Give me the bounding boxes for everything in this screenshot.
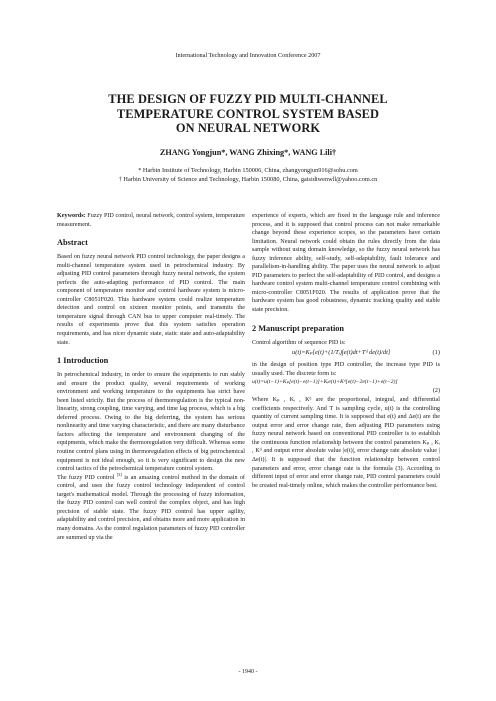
abstract-heading: Abstract — [57, 238, 88, 248]
citation-ref: [3] — [116, 471, 122, 477]
affiliation-1: * Harbin Institute of Technology, Harbin 150006, China, zhangyongjun916@sohu.com — [138, 167, 358, 174]
abstract-text: Based on fuzzy neural network PID control technology, the paper designs a multi-channel temperature system used in petrochemical industry. By adjusting PID control parameters through fuzzy neural network, the system perfects the auto-adapting performance of PID control. The main component of temperature monitor and control hardware system is micro-controller C8051F020. This hardware system could realize temperature detection and control on sixteen monitor points, and transmits the temperature signal through CAN bus to upper computer real-timely. The results of experiments prove that this system satisfies operation requirements, and has nicer dynamic state, static state and auto-adaptability state. — [57, 254, 245, 346]
right-column — [252, 212, 440, 490]
equation-1 — [252, 347, 440, 361]
keywords-label: Keywords: — [57, 213, 86, 219]
right-paragraph-3: Where Kₚ , Kᵢ , Kᵈ are the proportional, integral, and differential coefficients respectively. And T is sampling cycle, u(t) is the controlling quantity of current sampling time. It is supposed that e(t) and Δe(t) are the output error and error change rate, then adjusting PID parameters using fuzzy neural network based on conventional PID controller is to establish the continuous function relationship between the control parameters Kₚ , Kᵢ , Kᵈ and output error absolute value |e(t)|, error change rate absolute value |Δe(t)|. It is supposed that the function relationship between control parameters and error, error change rate is the formula (3). According to different input of error and error change rate, PID control parameters could be created real-timely online, which makes the controller performance best. — [252, 397, 440, 489]
left-column — [57, 212, 245, 542]
equation-2-body: u(t)=u(t−1)+Kₚ[e(t)−e(t−1)]+Kᵢe(t)+Kᵈ[e(t)−2e(t−1)+e(t−2)] — [252, 379, 398, 386]
paper-title — [40, 92, 456, 136]
introduction-heading: 1 Introduction — [57, 356, 109, 366]
affiliation-2: † Harbin University of Science and Technology, Harbin 150080, China, gaisidiwenwll@yahoo.com.cn — [118, 176, 378, 183]
title-line-1: THE DESIGN OF FUZZY PID MULTI-CHANNEL — [108, 92, 388, 106]
conference-header: International Technology and Innovation Conference 2007 — [175, 52, 321, 59]
introduction-paragraph-2: The fuzzy PID control [3] is an amazing control method in the domain of control, and uses the fuzzy control technology independent of control target's mathematical model. Through the processing of fuzzy information, the fuzzy PID control can well control the complex object, and has high precision of stable state. The fuzzy PID control has upper agility, adaptability and control precision, and obtains more and more application in many domains. As the control regulation parameters of fuzzy PID controller are summed up via the — [57, 471, 245, 541]
authors: ZHANG Yongjun*, WANG Zhixing*, WANG Lili† — [159, 148, 337, 157]
equation-1-body: u(t)=Kₚ[e(t)+(1/Tᵢ)∫e(t)dt+Tᵈ de(t)/dt] — [292, 349, 391, 357]
right-paragraph-2: in the design of position type PID controller, the increase type PID is usually used. The discrete form is: — [252, 362, 440, 377]
right-paragraph-1: experience of experts, which are fixed in the language rule and inference process, and it is supposed that control process can not make remarkable change beyond these experience scopes, so the parameters have certain limitation. Neural network could obtain the rules directly from the data sample without using domain knowledge, so the fuzzy neural network has fuzzy inference ability, self-study, self-adaptability, fault tolerance and parallelism-in-handling ability. The paper uses the neural network to adjust PID parameters to perfect the self-adaptability of PID control, and designs a hardware control system multi-channel temperature control combining with micro-controller C8051F020. The results of application prove that the hardware system has good robustness, dynamic tracking quality and stable state precision. — [252, 213, 440, 314]
page-number: - 1940 - — [238, 669, 258, 675]
equation-1-number: (1) — [432, 349, 440, 357]
title-line-2: TEMPERATURE CONTROL SYSTEM BASED — [116, 106, 380, 121]
title-line-3: ON NEURAL NETWORK — [175, 121, 321, 136]
keywords — [57, 212, 245, 229]
equation-2-number: (2) — [432, 388, 440, 395]
introduction-paragraph-1: In petrochemical industry, in order to ensure the equipments to run stably and ensure the product quality, several requirements of working environment and working temperature to the equipments has strict have been listed strictly. But the process of thermoregulation is the typical non-linearity, strong coupling, time varying, and time lag process, which is a big deferred process. Owing to the big deferring, the system has serious nonlinearity and time varying characteristic, and there are many disturbance factors affecting the temperature and environment changing of the equipments, which make the thermoregulation very difficult. Whereas some routine control plans using in thermoregulation effects of big petrochemical equipment is not ideal enough, so it is very significant to design the new control tactics of the petrochemical temperature control system. — [57, 372, 245, 473]
manuscript-heading: 2 Manuscript preparation — [252, 323, 345, 333]
keywords-text: Fuzzy PID control, neural network, control system, temperature measurement. — [57, 213, 245, 228]
control-algorithm-text: Control algorithm of sequence PID is: — [252, 339, 346, 346]
